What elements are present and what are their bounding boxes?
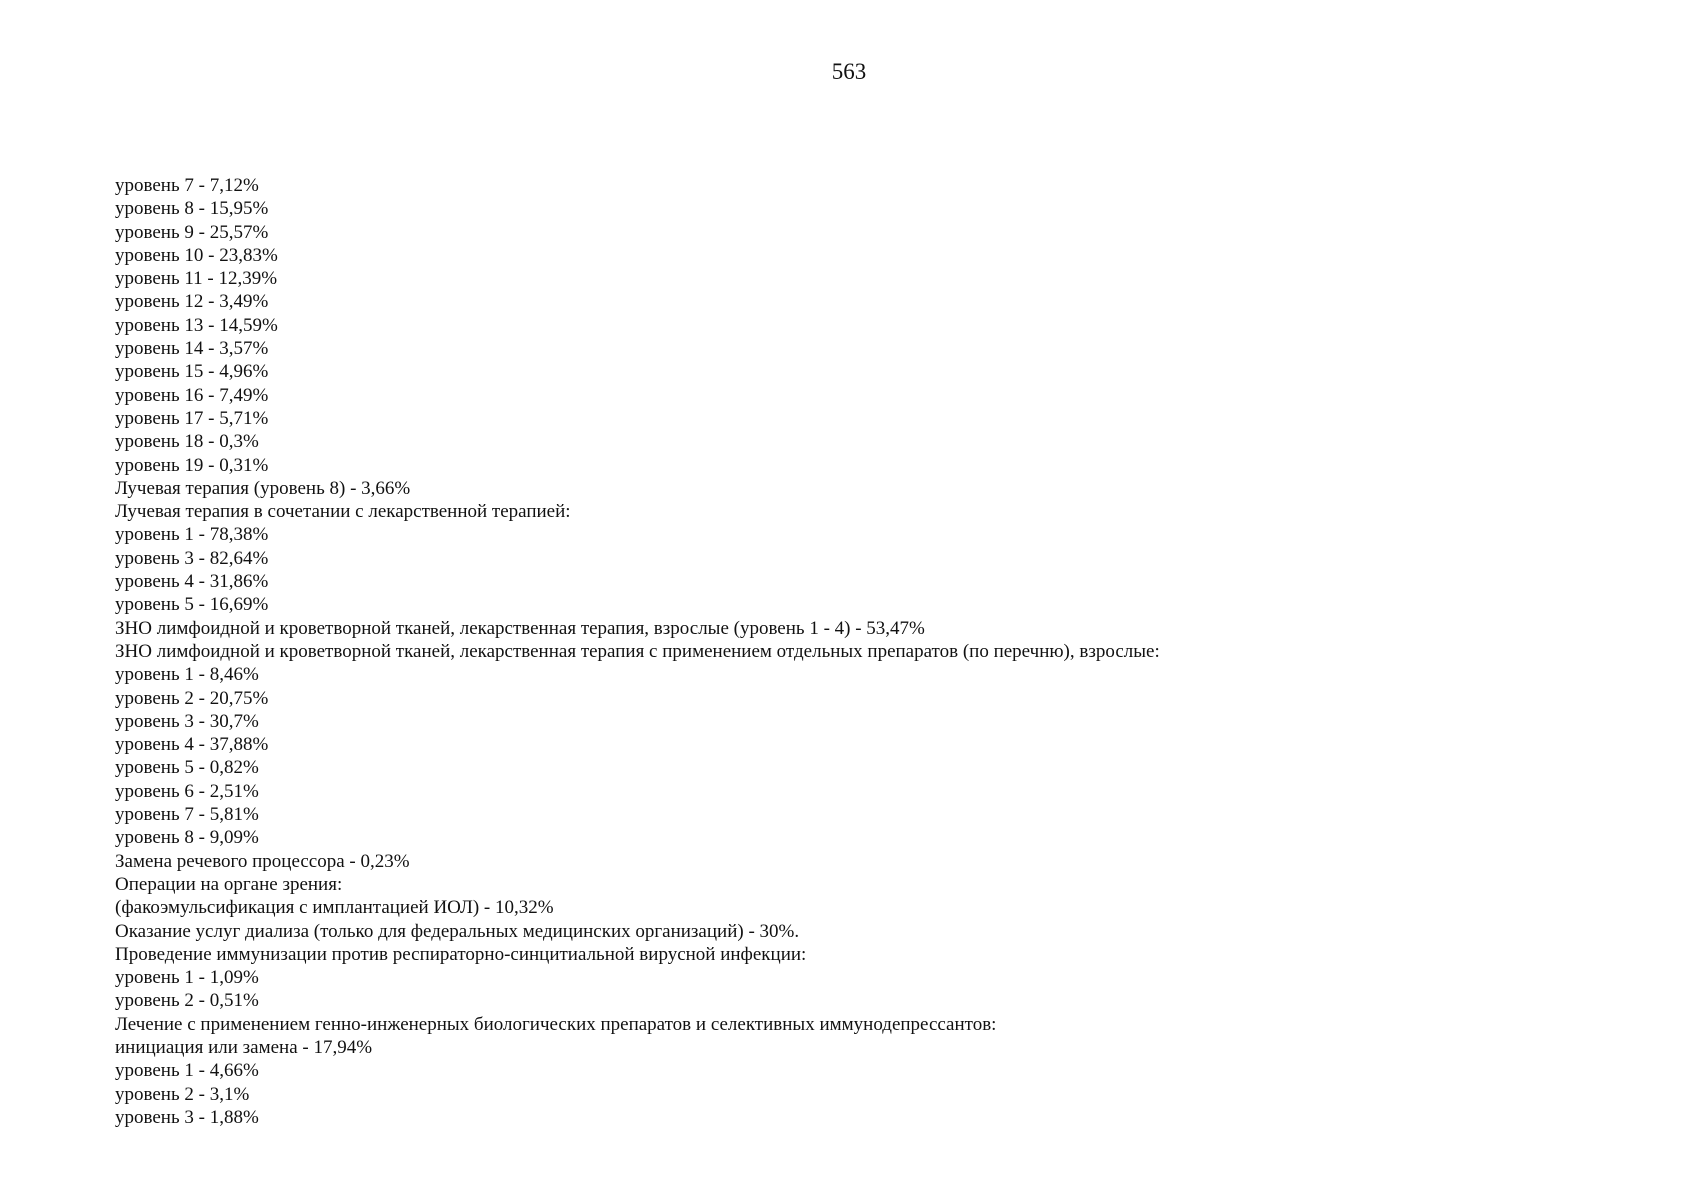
- text-line: уровень 16 - 7,49%: [115, 384, 269, 406]
- text-line: уровень 5 - 16,69%: [115, 594, 269, 616]
- text-line: уровень 4 - 31,86%: [115, 571, 269, 593]
- text-line: Лучевая терапия в сочетании с лекарственной терапией:: [115, 501, 571, 523]
- text-line: уровень 19 - 0,31%: [115, 454, 269, 476]
- text-line: уровень 3 - 1,88%: [115, 1106, 259, 1128]
- text-line: уровень 3 - 82,64%: [115, 547, 269, 569]
- text-line: уровень 9 - 25,57%: [115, 221, 269, 243]
- text-line: уровень 1 - 8,46%: [115, 664, 259, 686]
- text-line: Лечение с применением генно-инженерных биологических препаратов и селективных иммунодепрессантов:: [115, 1013, 997, 1035]
- text-line: уровень 8 - 9,09%: [115, 827, 259, 849]
- text-line: уровень 11 - 12,39%: [115, 268, 278, 290]
- text-line: Лучевая терапия (уровень 8) - 3,66%: [115, 477, 411, 499]
- text-line: ЗНО лимфоидной и кроветворной тканей, лекарственная терапия, взрослые (уровень 1 - 4) - 53,47%: [115, 617, 925, 639]
- text-line: Операции на органе зрения:: [115, 873, 343, 895]
- text-line: уровень 1 - 78,38%: [115, 524, 269, 546]
- text-line: уровень 18 - 0,3%: [115, 431, 259, 453]
- text-line: уровень 2 - 3,1%: [115, 1083, 250, 1105]
- page-number: 563: [831, 59, 867, 84]
- text-line: уровень 4 - 37,88%: [115, 734, 269, 756]
- text-line: ЗНО лимфоидной и кроветворной тканей, лекарственная терапия с применением отдельных препаратов (по перечню), взрослые:: [115, 640, 1160, 662]
- text-line: уровень 12 - 3,49%: [115, 291, 269, 313]
- text-line: уровень 1 - 4,66%: [115, 1060, 259, 1082]
- text-line: уровень 15 - 4,96%: [115, 361, 269, 383]
- text-line: инициация или замена - 17,94%: [115, 1036, 373, 1058]
- text-line: уровень 1 - 1,09%: [115, 967, 259, 989]
- text-line: уровень 2 - 20,75%: [115, 687, 269, 709]
- text-line: Проведение иммунизации против респираторно-синцитиальной вирусной инфекции:: [115, 943, 807, 965]
- text-line: Оказание услуг диализа (только для федеральных медицинских организаций) - 30%.: [115, 920, 800, 942]
- text-line: уровень 10 - 23,83%: [115, 244, 278, 266]
- text-line: уровень 6 - 2,51%: [115, 780, 259, 802]
- text-line: уровень 7 - 7,12%: [115, 175, 259, 196]
- text-line: уровень 3 - 30,7%: [115, 710, 259, 732]
- text-line: уровень 5 - 0,82%: [115, 757, 259, 779]
- text-line: (факоэмульсификация с имплантацией ИОЛ) - 10,32%: [115, 897, 554, 919]
- text-line: уровень 8 - 15,95%: [115, 198, 269, 220]
- text-line: уровень 17 - 5,71%: [115, 407, 269, 429]
- text-line: уровень 2 - 0,51%: [115, 990, 259, 1012]
- text-line: Замена речевого процессора - 0,23%: [115, 850, 410, 872]
- text-line: уровень 14 - 3,57%: [115, 338, 269, 360]
- document-body: [115, 174, 1615, 1129]
- text-line: уровень 13 - 14,59%: [115, 314, 278, 336]
- text-line: уровень 7 - 5,81%: [115, 804, 259, 826]
